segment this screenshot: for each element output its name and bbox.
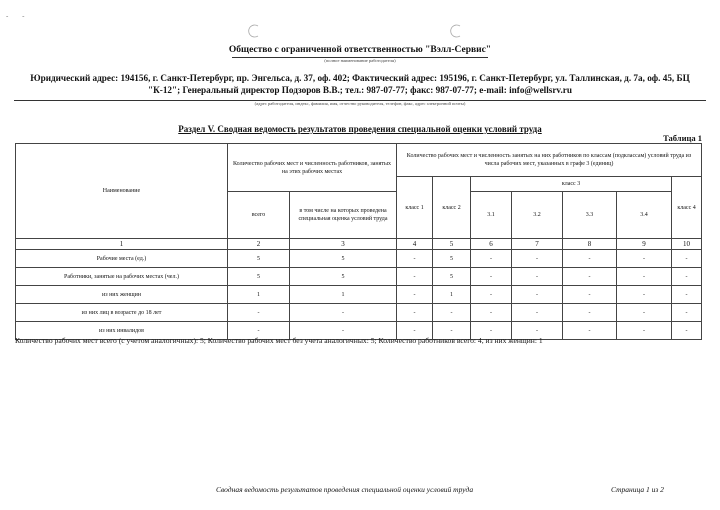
summary-table xyxy=(15,143,702,340)
cell-class3-2: - xyxy=(512,268,563,286)
summary-text: Количество рабочих мест всего (с учетом аналогичных): 5; Количество рабочих мест без учета аналогичных: 5; Количество работников всего: 4, из них женщин: 1 xyxy=(15,336,543,345)
column-number: 1 xyxy=(16,239,228,250)
header-classes-group: Количество рабочих мест и численность занятых на них работников по классам (подклассам) условий труда из числа рабочих мест, указанных в графе 3 (единиц) xyxy=(397,144,702,177)
column-number-row xyxy=(16,239,702,250)
cell-class2: 5 xyxy=(433,268,471,286)
cell-class4: - xyxy=(672,322,702,340)
cell-class3-3: - xyxy=(563,286,617,304)
cell-class1: - xyxy=(397,322,433,340)
header-class1: класс 1 xyxy=(397,177,433,239)
cell-class3-2: - xyxy=(512,286,563,304)
cell-class3-1: - xyxy=(471,304,512,322)
cell-total: 5 xyxy=(228,250,290,268)
header-total: всего xyxy=(228,192,290,239)
cell-class3-3: - xyxy=(563,268,617,286)
column-number: 6 xyxy=(471,239,512,250)
header-class3-3: 3.3 xyxy=(563,192,617,239)
cell-assessed: 1 xyxy=(290,286,397,304)
header-name: Наименование xyxy=(16,144,228,239)
cell-total: - xyxy=(228,304,290,322)
column-number: 8 xyxy=(563,239,617,250)
cell-class3-4: - xyxy=(617,322,672,340)
header-class3-1: 3.1 xyxy=(471,192,512,239)
table-row xyxy=(16,268,702,286)
column-number: 4 xyxy=(397,239,433,250)
cell-assessed: 5 xyxy=(290,268,397,286)
row-name: Работники, занятые на рабочих местах (чел.) xyxy=(16,268,228,286)
punch-hole-mark-right xyxy=(449,24,463,38)
cell-class1: - xyxy=(397,286,433,304)
cell-class2: - xyxy=(433,322,471,340)
header-class4: класс 4 xyxy=(672,177,702,239)
cell-class3-1: - xyxy=(471,250,512,268)
punch-hole-mark-left xyxy=(247,24,261,38)
section-title: Раздел V. Сводная ведомость результатов проведения специальной оценки условий труда xyxy=(178,124,542,134)
header-class3: класс 3 xyxy=(471,177,672,192)
cell-class3-1: - xyxy=(471,322,512,340)
cell-class3-3: - xyxy=(563,304,617,322)
cell-class4: - xyxy=(672,304,702,322)
cell-class4: - xyxy=(672,250,702,268)
table-row xyxy=(16,304,702,322)
cell-class2: - xyxy=(433,304,471,322)
column-number: 3 xyxy=(290,239,397,250)
row-name: из них лиц в возрасте до 18 лет xyxy=(16,304,228,322)
table-row xyxy=(16,250,702,268)
table-row xyxy=(16,286,702,304)
header-class2: класс 2 xyxy=(433,177,471,239)
column-number: 9 xyxy=(617,239,672,250)
cell-class3-4: - xyxy=(617,304,672,322)
organization-name: Общество с ограниченной ответственностью "Вэлл-Сервис" xyxy=(228,45,492,55)
cell-assessed: 5 xyxy=(290,250,397,268)
cell-class3-2: - xyxy=(512,250,563,268)
cell-total: 1 xyxy=(228,286,290,304)
footer-document-title: Сводная ведомость результатов проведения специальной оценки условий труда xyxy=(216,485,474,494)
cell-assessed: - xyxy=(290,322,397,340)
cell-class4: - xyxy=(672,268,702,286)
header-workplaces-group: Количество рабочих мест и численность работников, занятых на этих рабочих местах xyxy=(228,144,397,192)
cell-class4: - xyxy=(672,286,702,304)
cell-total: - xyxy=(228,322,290,340)
cell-class3-3: - xyxy=(563,250,617,268)
cell-class3-4: - xyxy=(617,286,672,304)
corner-mark: - - xyxy=(6,12,31,20)
cell-class3-4: - xyxy=(617,268,672,286)
organization-caption: (полное наименование работодателя) xyxy=(324,58,396,63)
header-class3-4: 3.4 xyxy=(617,192,672,239)
footer-page-number: Страница 1 из 2 xyxy=(611,485,664,494)
cell-class3-1: - xyxy=(471,286,512,304)
cell-class1: - xyxy=(397,304,433,322)
address-caption: (адрес работодателя, индекс, фамилия, имя, отчество руководителя, телефон, факс, адрес электронной почты) xyxy=(254,101,466,106)
column-number: 2 xyxy=(228,239,290,250)
cell-class3-4: - xyxy=(617,250,672,268)
cell-class1: - xyxy=(397,268,433,286)
cell-total: 5 xyxy=(228,268,290,286)
header-assessed: в том числе на которых проведена специальная оценка условий труда xyxy=(290,192,397,239)
cell-class1: - xyxy=(397,250,433,268)
cell-class3-2: - xyxy=(512,322,563,340)
column-number: 5 xyxy=(433,239,471,250)
cell-class2: 5 xyxy=(433,250,471,268)
row-name: Рабочие места (ед.) xyxy=(16,250,228,268)
cell-assessed: - xyxy=(290,304,397,322)
cell-class2: 1 xyxy=(433,286,471,304)
column-number: 7 xyxy=(512,239,563,250)
cell-class3-3: - xyxy=(563,322,617,340)
header-class3-2: 3.2 xyxy=(512,192,563,239)
column-number: 10 xyxy=(672,239,702,250)
employer-address: Юридический адрес: 194156, г. Санкт-Петербург, пр. Энгельса, д. 37, оф. 402; Фактический адрес: 195196, г. Санкт-Петербург, ул. Таллинская, д. 7а, оф. 45, БЦ "К-12"; Генеральный директор Подзоров В.В.; тел.: 987-07-77; факс: 987-07-77; e-mail: info@wellsrv.ru xyxy=(30,73,690,95)
table-label: Таблица 1 xyxy=(663,133,702,143)
row-name: из них женщин xyxy=(16,286,228,304)
cell-class3-1: - xyxy=(471,268,512,286)
cell-class3-2: - xyxy=(512,304,563,322)
row-name: из них инвалидов xyxy=(16,322,228,340)
